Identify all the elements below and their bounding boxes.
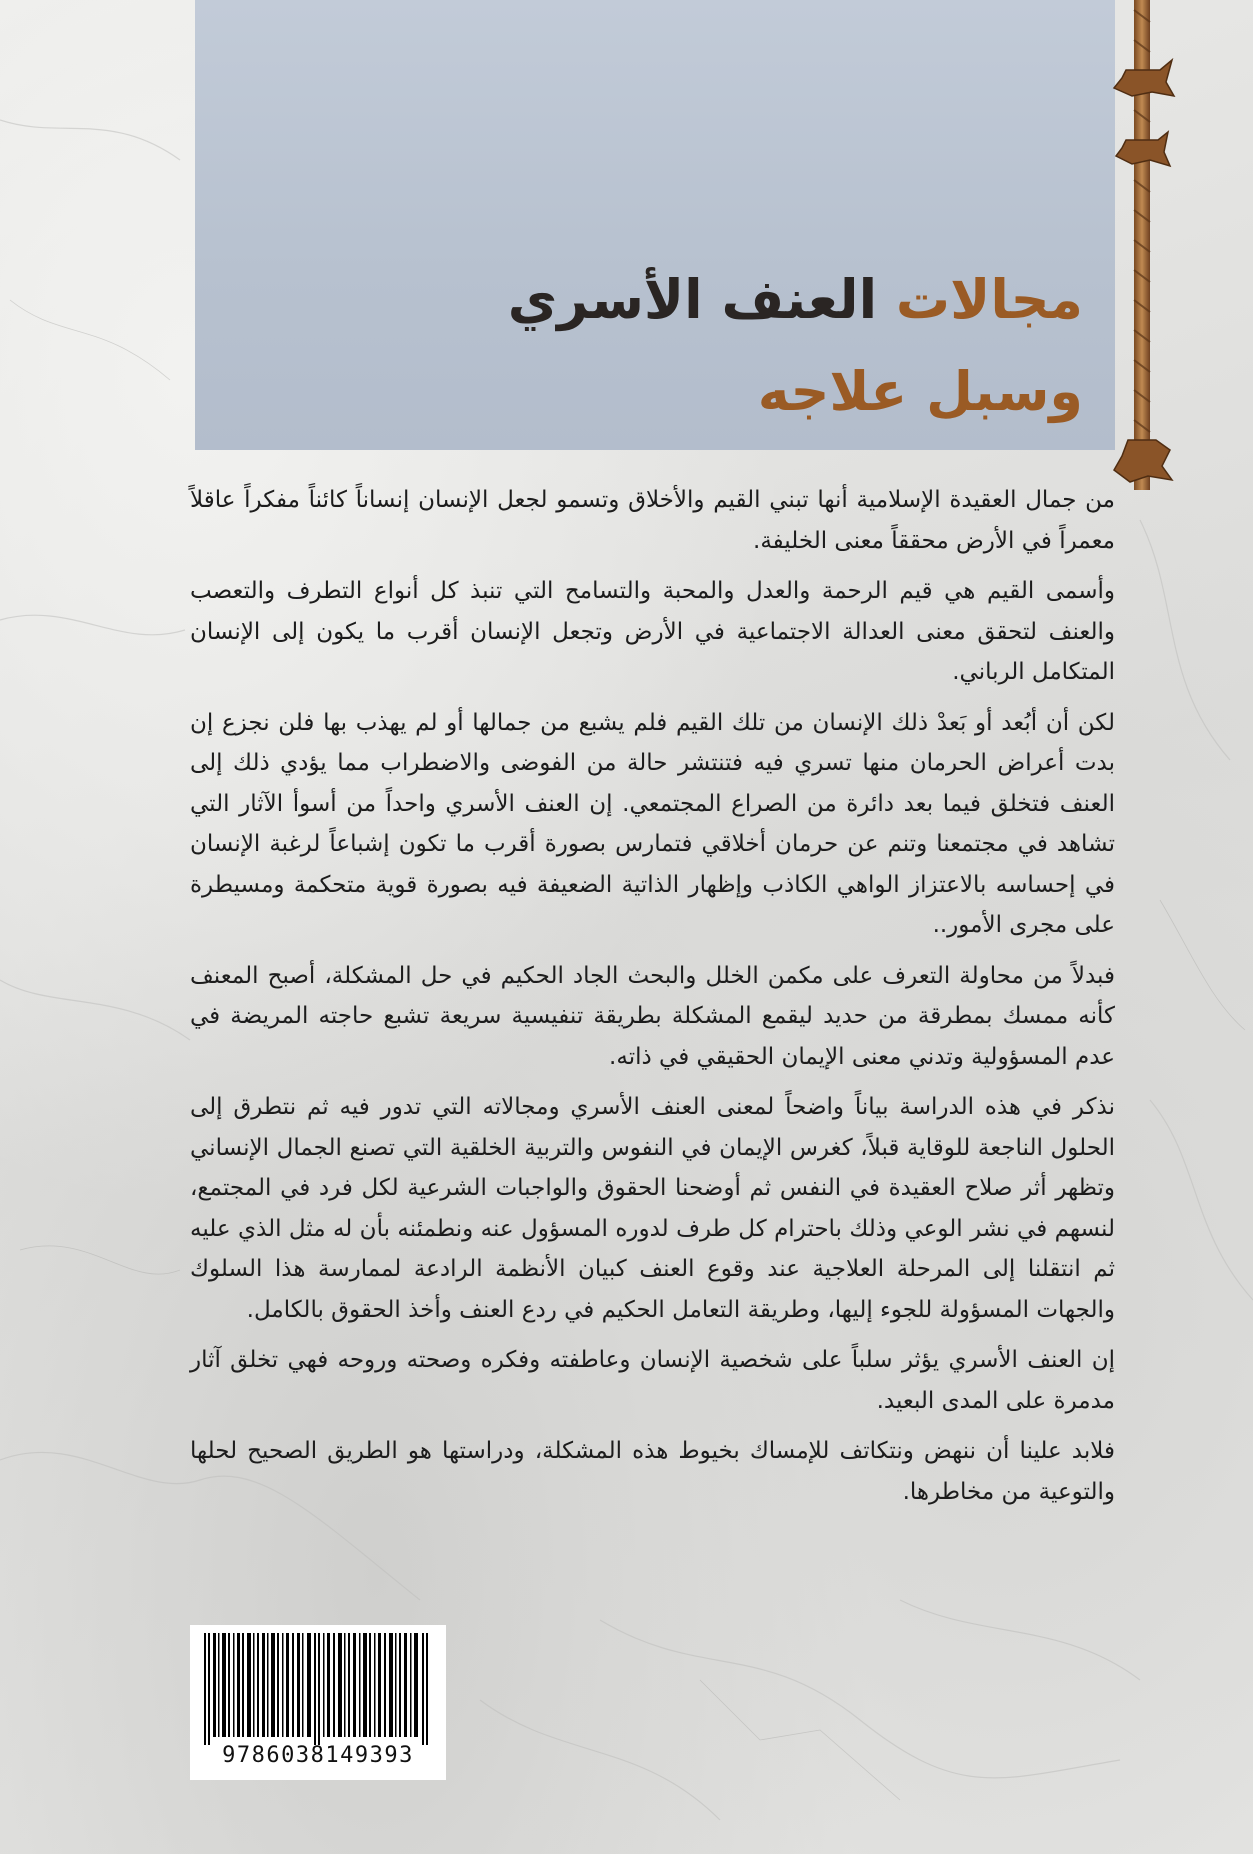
back-cover-description: [190, 480, 1115, 1512]
paragraph: لكن أن أبُعد أو بَعدْ ذلك الإنسان من تلك القيم فلم يشبع من جمالها أو لم يهذب بها فلن نجزع إن بدت أعراض الحرمان منها تسري فيه فتنتشر حالة من الفوضى والاضطراب مما يؤدي ذلك إلى العنف فتخلق فيما بعد دائرة من الصراع المجتمعي. إن العنف الأسري واحداً من أسوأ الآثار التي تشاهد في مجتمعنا وتنم عن حرمان أخلاقي فتمارس بصورة أقرب ما تكون إشباعاً لرغبة الإنسان في إحساسه بالاعتزاز الواهي الكاذب وإظهار الذاتية الضعيفة فيه بصورة قوية متحكمة ومسيطرة على مجرى الأمور..: [190, 709, 1115, 938]
paragraph: من جمال العقيدة الإسلامية أنها تبني القيم والأخلاق وتسمو لجعل الإنسان إنساناً كائناً مفكراً عاقلاً معمراً في الأرض محققاً معنى الخليفة.: [190, 487, 1115, 554]
paragraph: إن العنف الأسري يؤثر سلباً على شخصية الإنسان وعاطفته وفكره وصحته وروحه فهي تخلق آثار مدمرة على المدى البعيد.: [190, 1347, 1115, 1414]
paragraph: نذكر في هذه الدراسة بياناً واضحاً لمعنى العنف الأسري ومجالاته التي تدور فيه ثم نتطرق إلى الحلول الناجعة للوقاية قبلاً، كغرس الإيمان في النفوس والتربية الخلقية التي تصنع الجمال الإنساني وتظهر أثر صلاح العقيدة في النفس ثم أوضحنا الحقوق والواجبات الشرعية لكل فرد في المجتمع، لنسهم في نشر الوعي وذلك باحترام كل طرف لدوره المسؤول عنه ونطمئنه بأن له مثل الذي عليه ثم انتقلنا إلى المرحلة العلاجية عند وقوع العنف كبيان الأنظمة الرادعة لممارسة هذا السلوك والجهات المسؤولة للجوء إليها، وطريقة التعامل الحكيم في ردع العنف وأخذ الحقوق بالكامل.: [190, 1094, 1115, 1323]
title-words-family-violence: العنف الأسري: [507, 268, 878, 331]
isbn-number: 9786038149393: [222, 1743, 414, 1768]
barcode: [190, 1625, 446, 1780]
paragraph: فلابد علينا أن ننهض ونتكاتف للإمساك بخيوط هذه المشكلة، ودراستها هو الطريق الصحيح لحلها والتوعية من مخاطرها.: [190, 1438, 1115, 1505]
rope-icon: [1108, 0, 1178, 490]
barcode-bars: [204, 1633, 432, 1745]
book-title-line1: [508, 268, 1083, 331]
paragraph: فبدلاً من محاولة التعرف على مكمن الخلل والبحث الجاد الحكيم في حل المشكلة، أصبح المعنف كأنه ممسك بمطرقة من حديد ليقمع المشكلة بطريقة تنفيسية سريعة تشبع حاجته المريضة في عدم المسؤولية وتدني معنى الإيمان الحقيقي في ذاته.: [190, 962, 1115, 1070]
paragraph: وأسمى القيم هي قيم الرحمة والعدل والمحبة والتسامح التي تنبذ كل أنواع التطرف والتعصب والعنف لتحقق معنى العدالة الاجتماعية في الأرض وتجعل الإنسان أقرب ما يكون إلى الإنسان المتكامل الرباني.: [190, 578, 1115, 685]
title-word-majalat: مجالات: [895, 268, 1083, 331]
book-title-line2: وسبل علاجه: [757, 360, 1083, 423]
